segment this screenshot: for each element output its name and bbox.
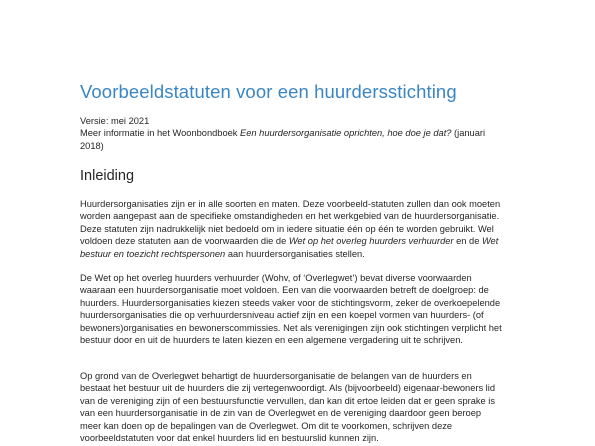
paragraph-line: De Wet op het overleg huurders verhuurder (Wohv, of ‘Overlegwet’) bevat diverse voorwaarden xyxy=(80,273,472,283)
version-line: Versie: mei 2021 xyxy=(80,116,150,126)
paragraph-3 xyxy=(80,370,528,444)
paragraph-line: Deze statuten zijn nadrukkelijk niet bedoeld om in iedere situatie één op één te worden gebruikt. Wel xyxy=(80,223,494,234)
text-run: voldoen deze statuten aan de voorwaarden die de xyxy=(80,236,289,247)
paragraph-line: Op grond van de Overlegwet behartigt de huurdersorganisatie de belangen van de huurders en xyxy=(80,371,472,381)
paragraph-line: bestuur door en uit de huurders te laten kiezen en een algemene vergadering uit te schrijven. xyxy=(80,335,463,346)
info-book-title: Een huurdersorganisatie oprichten, hoe doe je dat? xyxy=(240,128,452,139)
paragraph-line: worden aangepast aan de specifieke omstandigheden en het werkgebied van de huurdersorganisatie. xyxy=(80,211,500,222)
paragraph-line: bestaat het bestuur uit de huurders die zij vertegenwoordigt. Als (bijvoorbeeld) eigenaar-bewoners lid xyxy=(80,383,495,394)
text-run: en de xyxy=(453,236,482,247)
paragraph-line: waaraan een huurdersorganisatie moet voldoen. Een van die voorwaarden betreft de doelgroep: de xyxy=(80,285,489,296)
paragraph-line: voorbeeldstatuten voor dat enkel huurders lid en bestuurslid kunnen zijn. xyxy=(80,433,379,444)
paragraph-line: Huurdersorganisaties zijn er in alle soorten en maten. Deze voorbeeld-statuten zullen dan ook moeten xyxy=(80,199,501,209)
info-suffix: (januari xyxy=(451,128,486,139)
law-name: Wet op het overleg huurders verhuurder xyxy=(288,236,454,247)
paragraph-line: meer kan doen op de bepalingen van de Overlegwet. Om dit te voorkomen, schrijven deze xyxy=(80,420,453,431)
text-run: aan huurdersorganisaties stellen. xyxy=(225,248,365,259)
paragraph-line: huurders. Huurdersorganisaties kiezen steeds vaker voor de stichtingsvorm, zeker de overkoepelende xyxy=(80,297,501,308)
info-prefix: Meer informatie in het Woonbondboek xyxy=(80,128,241,139)
paragraph-line xyxy=(80,248,528,260)
section-heading: Inleiding xyxy=(80,168,135,184)
paragraph-1 xyxy=(80,198,528,260)
paragraph-line xyxy=(80,235,528,247)
info-line-2: 2018) xyxy=(80,140,104,151)
law-name: bestuur en toezicht rechtspersonen xyxy=(80,248,226,259)
paragraph-line: van de vereniging zijn of een bestuursfunctie vervullen, dan kan dit ertoe leiden dat er geen sprake is xyxy=(80,395,496,406)
document-meta xyxy=(80,115,530,152)
document-title: Voorbeeldstatuten voor een huurdersstichting xyxy=(80,81,457,102)
paragraph-line: van een huurdersorganisatie in de zin van de Overlegwet en de vereniging daardoor geen beroep xyxy=(80,408,482,419)
paragraph-line: huurdersorganisaties die op verhuurdersniveau actief zijn en een koepel vormen van huurders- (of xyxy=(80,310,484,321)
info-line xyxy=(80,127,530,139)
paragraph-line: bewoners)organisaties en bewonerscommissies. Net als verenigingen zijn ook stichtingen verplicht het xyxy=(80,322,502,333)
law-name: Wet xyxy=(481,236,499,247)
paragraph-2 xyxy=(80,272,528,346)
